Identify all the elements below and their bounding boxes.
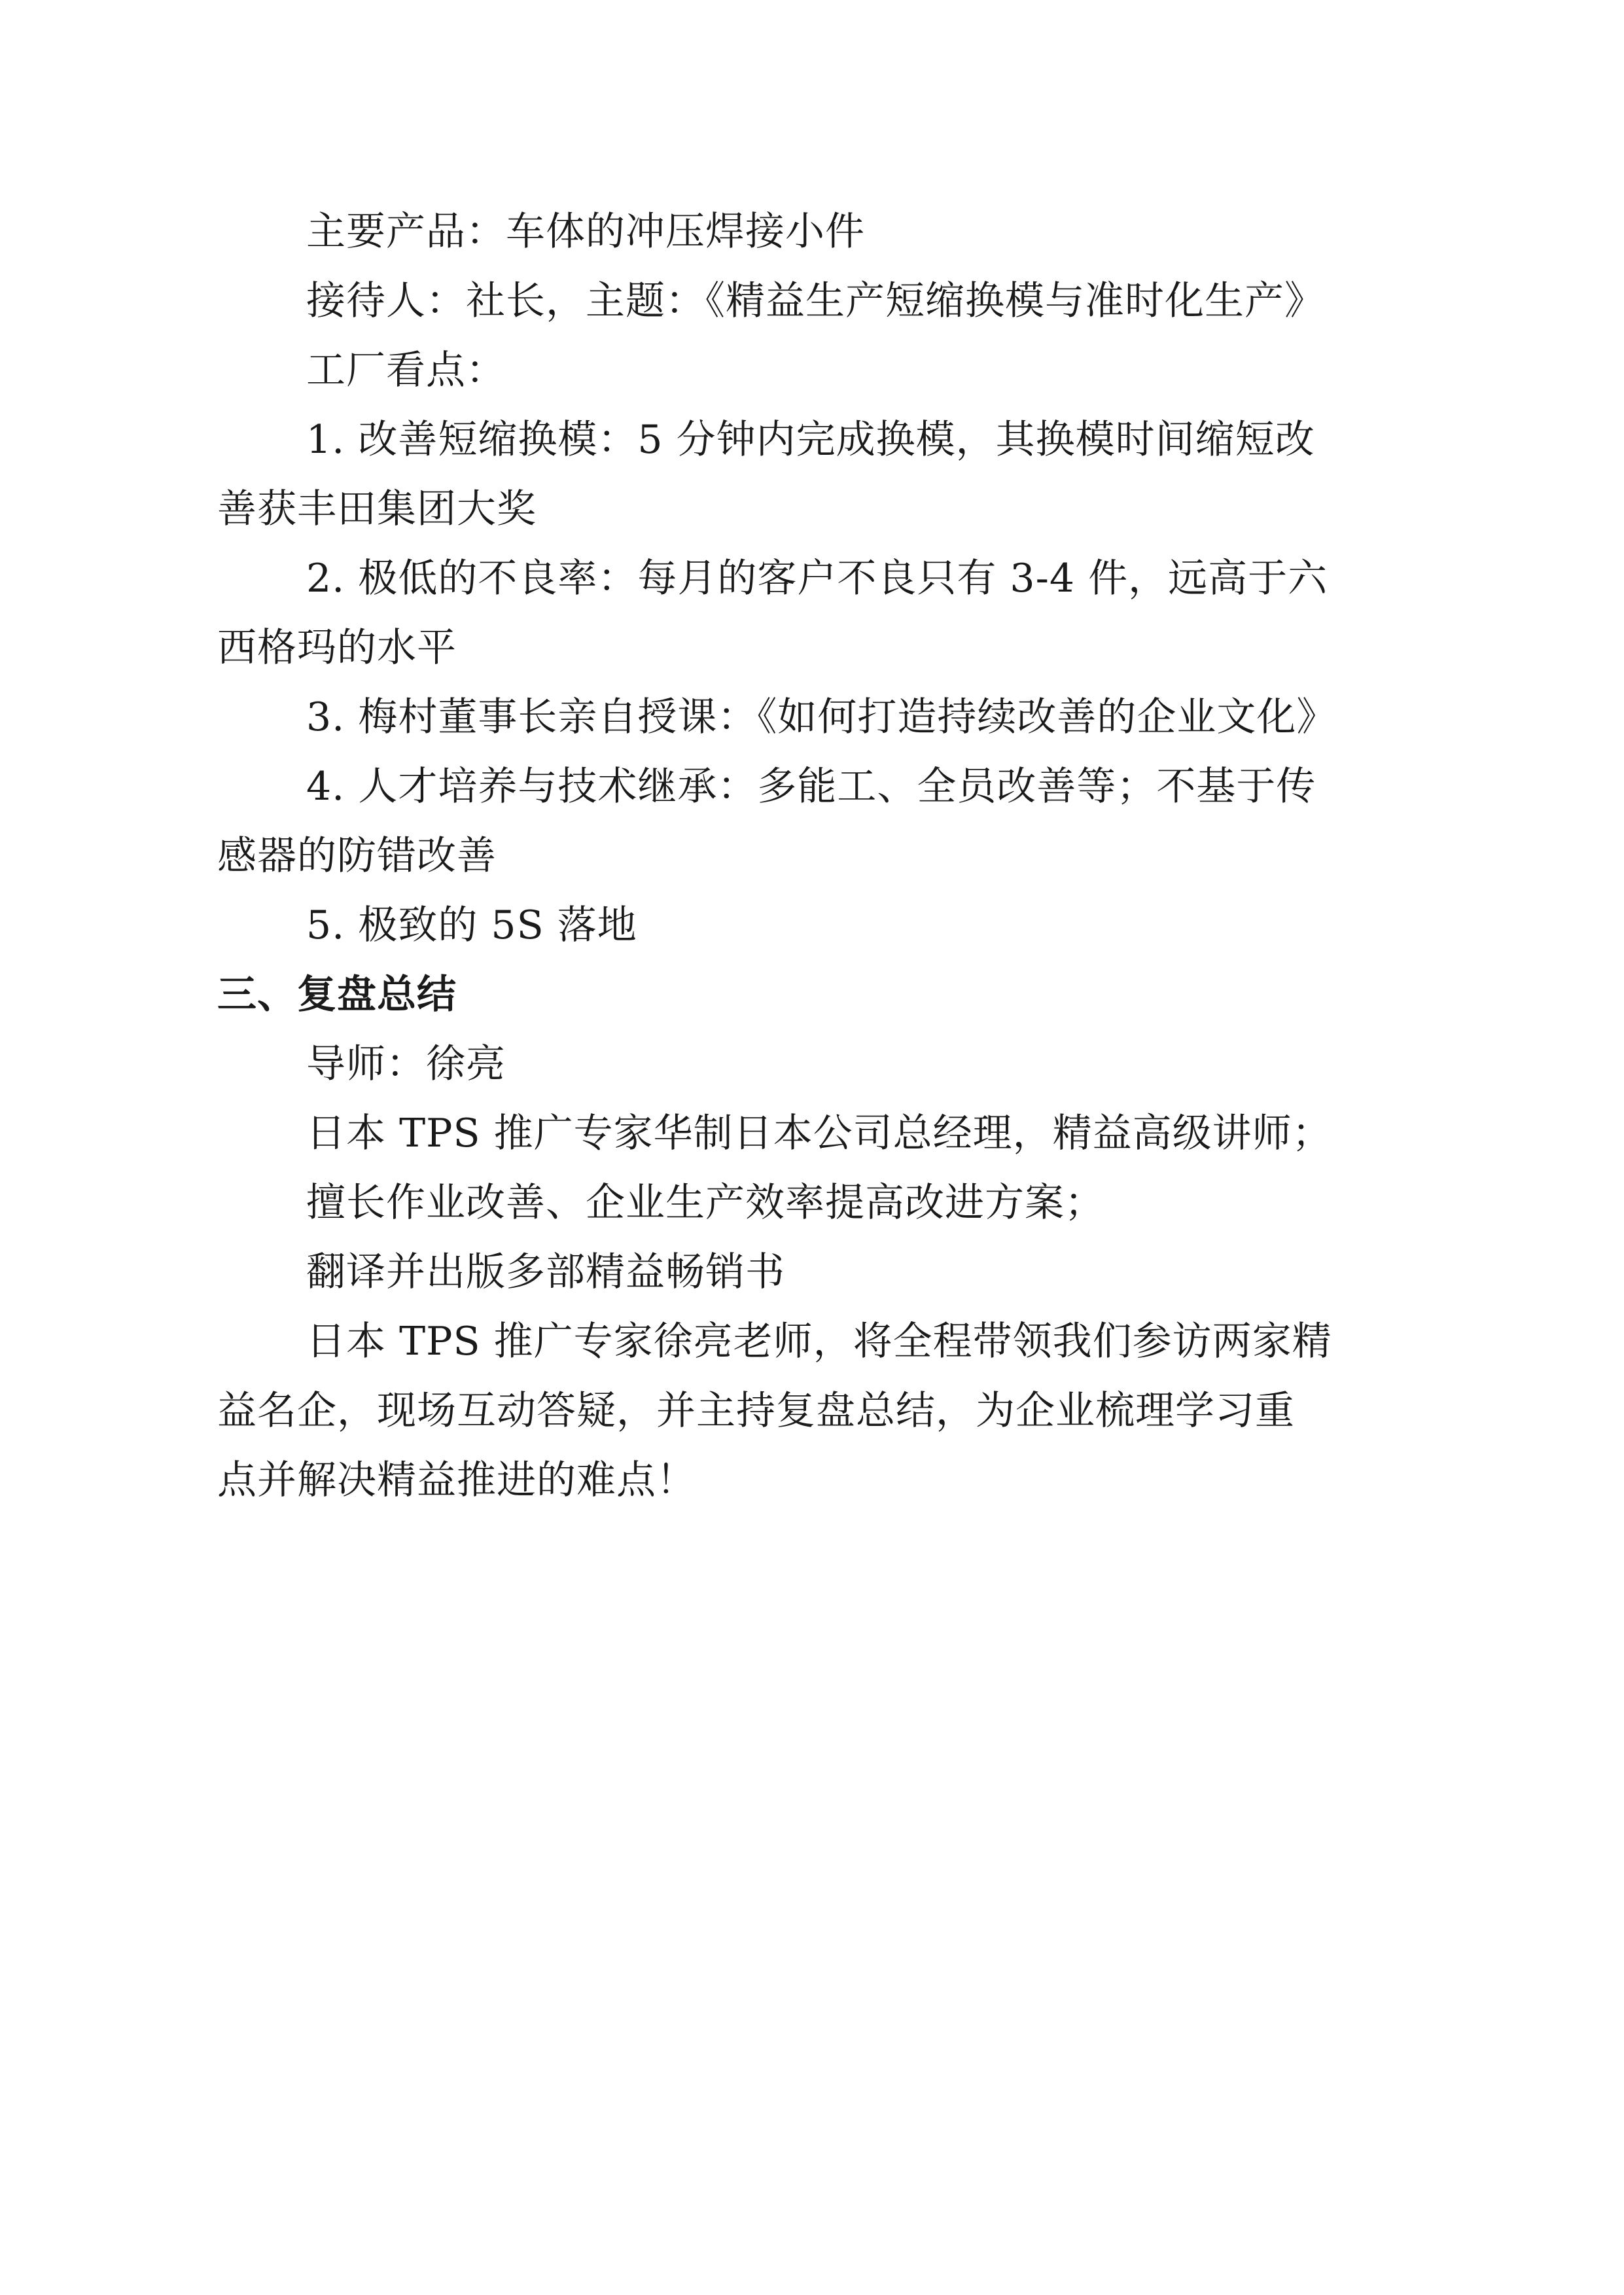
mentor-title-line: 日本 TPS 推广专家华制日本公司总经理，精益高级讲师； xyxy=(306,1111,1332,1156)
highlight-item-1-continued: 善获丰田集团大奖 xyxy=(217,486,537,532)
summary-paragraph-line-3: 点并解决精益推进的难点！ xyxy=(217,1457,696,1503)
highlight-item-1: 1. 改善短缩换模：5 分钟内完成换模，其换模时间缩短改 xyxy=(306,417,1315,463)
highlight-item-2-continued: 西格玛的水平 xyxy=(217,625,457,671)
highlight-item-4-continued: 感器的防错改善 xyxy=(217,833,497,879)
section-heading-review: 三、复盘总结 xyxy=(217,972,457,1018)
mentor-line: 导师：徐亮 xyxy=(306,1041,506,1087)
host-topic-line: 接待人：社长，主题：《精益生产短缩换模与准时化生产》 xyxy=(306,278,1324,324)
factory-highlights-label: 工厂看点： xyxy=(306,347,506,393)
summary-paragraph-line-2: 益名企，现场互动答疑，并主持复盘总结，为企业梳理学习重 xyxy=(217,1388,1295,1434)
highlight-item-5: 5. 极致的 5S 落地 xyxy=(306,902,637,948)
highlight-item-3: 3. 梅村董事长亲自授课：《如何打造持续改善的企业文化》 xyxy=(306,694,1337,740)
highlight-item-2: 2. 极低的不良率：每月的客户不良只有 3-4 件，远高于六 xyxy=(306,556,1328,601)
main-products-line: 主要产品：车体的冲压焊接小件 xyxy=(306,209,865,255)
mentor-publications-line: 翻译并出版多部精益畅销书 xyxy=(306,1249,785,1295)
mentor-expertise-line: 擅长作业改善、企业生产效率提高改进方案； xyxy=(306,1180,1104,1226)
summary-paragraph-line-1: 日本 TPS 推广专家徐亮老师，将全程带领我们参访两家精 xyxy=(306,1319,1332,1364)
highlight-item-4: 4. 人才培养与技术继承：多能工、全员改善等；不基于传 xyxy=(306,764,1316,809)
